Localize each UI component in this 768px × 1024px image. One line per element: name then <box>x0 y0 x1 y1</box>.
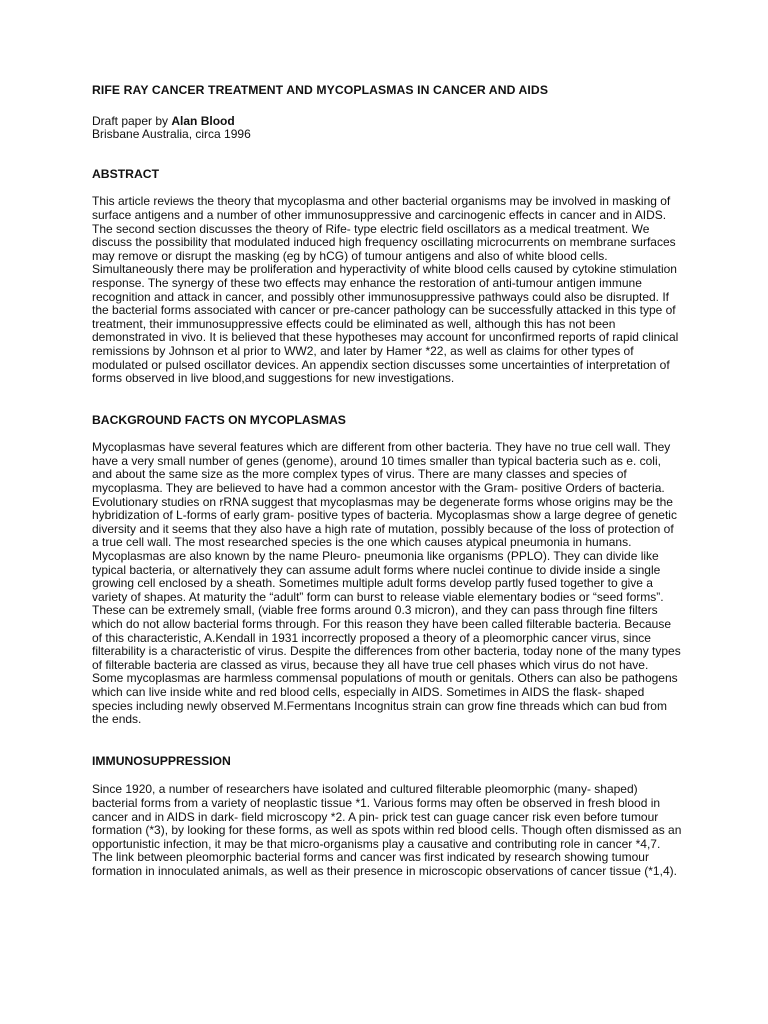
abstract-paragraph: This article reviews the theory that mycoplasma and other bacterial organisms may be involved in masking of surface antigens and a number of other immunosuppressive and carcinogenic effects in cancer and in AIDS. The second section discusses the theory of Rife- type electric field oscillators as a medical treatment. We discuss the possibility that modulated induced high frequency oscillating microcurrents on membrane surfaces may remove or disrupt the masking (eg by hCG) of tumour antigens and also of white blood cells. Simultaneously there may be proliferation and hyperactivity of white blood cells caused by cytokine stimulation response. The synergy of these two effects may enhance the restoration of anti-tumour antigen immune recognition and attack in cancer, and possibly other immunosuppressive pathways could also be disrupted. If the bacterial forms associated with cancer or pre-cancer pathology can be successfully attacked in this type of treatment, their immunosuppressive effects could be eliminated as well, although this has not been demonstrated in vivo. It is believed that these hypotheses may account for unconfirmed reports of rapid clinical remissions by Johnson et al prior to WW2, and later by Hamer *22, as well as claims for other types of modulated or pulsed oscillator devices. An appendix section discusses some uncertainties of interpretation of forms observed in live blood,and suggestions for new investigations. <box>92 194 679 386</box>
background-heading: BACKGROUND FACTS ON MYCOPLASMAS <box>92 412 346 427</box>
author-name: Alan Blood <box>171 113 235 128</box>
immunosuppression-paragraph: Since 1920, a number of researchers have isolated and cultured filterable pleomorphic (many- shaped) bacterial forms from a variety of neoplastic tissue *1. Various forms may often be observed in fresh blood in cancer and in AIDS in dark- field microscopy *2. A pin- prick test can guage cancer risk even before tumour formation (*3), by looking for these forms, as well as spots within red blood cells. Though often dismissed as an opportunistic infection, it may be that micro-organisms play a causative and contributing role in cancer *4,7. The link between pleomorphic bacterial forms and cancer was first indicated by research showing tumour formation in innoculated animals, as well as their presence in microscopic observations of cancer tissue (*1,4). <box>92 782 682 878</box>
byline-prefix: Draft paper by <box>92 113 172 128</box>
immunosuppression-heading: IMMUNOSUPPRESSION <box>92 753 231 768</box>
location-date: Brisbane Australia, circa 1996 <box>92 127 251 142</box>
background-paragraph: Mycoplasmas have several features which are different from other bacteria. They have no true cell wall. They have a very small number of genes (genome), around 10 times smaller than typical bacteria such as e. coli, and about the same size as the more complex types of virus. There are many classes and species of mycoplasma. They are believed to have had a common ancestor with the Gram- positive Orders of bacteria. Evolutionary studies on rRNA suggest that mycoplasmas may be degenerate forms whose origins may be the hybridization of L-forms of early gram- positive types of bacteria. Mycoplasmas show a large degree of genetic diversity and it seems that they also have a high rate of mutation, possibly because of the loss of protection of a true cell wall. The most researched species is the one which causes atypical pneumonia in humans. Mycoplasmas are also known by the name Pleuro- pneumonia like organisms (PPLO). They can divide like typical bacteria, or alternatively they can assume adult forms where nuclei continue to divide inside a single growing cell enclosed by a sheath. Sometimes multiple adult forms develop partly fused together to give a variety of shapes. At maturity the “adult” form can burst to release viable elementary bodies or “seed forms”. These can be extremely small, (viable free forms around 0.3 micron), and they can pass through fine filters which do not allow bacterial forms through. For this reason they have been called filterable bacteria. Because of this characteristic, A.Kendall in 1931 incorrectly proposed a theory of a pleomorphic cancer virus, since filterability is a characteristic of virus. Despite the differences from other bacteria, today none of the many types of filterable bacteria are classed as virus, because they all have true cell phases which virus do not have. Some mycoplasmas are harmless commensal populations of mouth or genitals. Others can also be pathogens which can live inside white and red blood cells, especially in AIDS. Sometimes in AIDS the flask- shaped species including newly observed M.Fermentans Incognitus strain can grow fine threads which can bud from the ends. <box>92 440 681 727</box>
abstract-heading: ABSTRACT <box>92 166 160 181</box>
document-title: RIFE RAY CANCER TREATMENT AND MYCOPLASMAS IN CANCER AND AIDS <box>92 83 549 97</box>
document-page <box>92 84 682 879</box>
byline <box>92 115 682 129</box>
